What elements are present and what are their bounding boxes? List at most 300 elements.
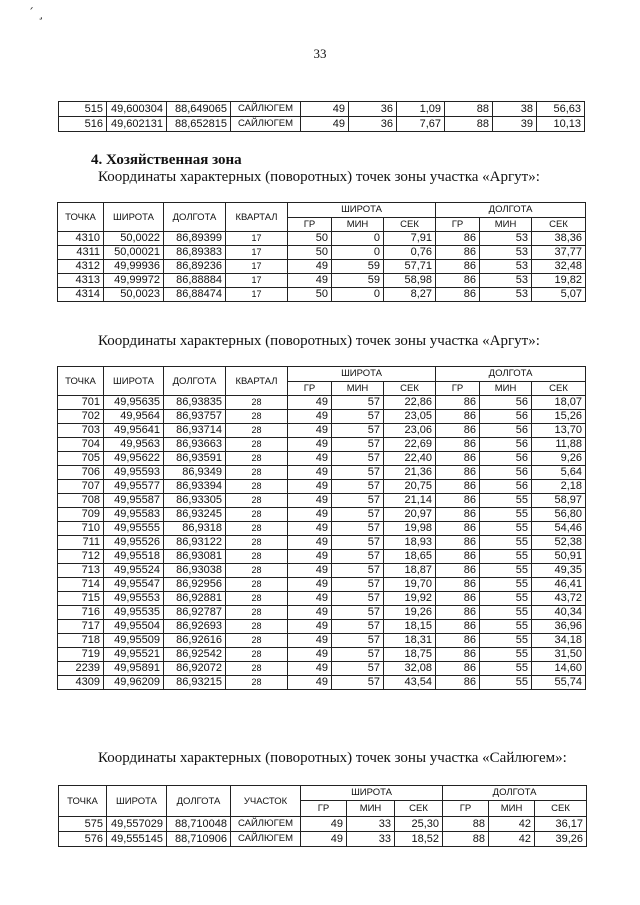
table-cell: 57 [332, 634, 384, 648]
table-cell: 28 [226, 648, 288, 662]
col-lon-min: МИН [480, 382, 532, 396]
table-cell: 56 [480, 410, 532, 424]
table-cell: 0 [332, 232, 384, 246]
table-row [58, 438, 586, 452]
table-cell: 86 [436, 648, 480, 662]
argut-table-2-body [58, 396, 586, 690]
table-cell: 49,95526 [104, 536, 164, 550]
table-cell: 23,05 [384, 410, 436, 424]
table-cell: 57 [332, 438, 384, 452]
table-cell: 86,92956 [164, 578, 226, 592]
table-cell: 28 [226, 578, 288, 592]
table-cell: 49 [288, 508, 332, 522]
table-cell: 43,72 [532, 592, 586, 606]
table-cell: 50,0022 [104, 232, 164, 246]
table-cell: 86,9318 [164, 522, 226, 536]
table-cell: 86 [436, 508, 480, 522]
table-cell: 49,95641 [104, 424, 164, 438]
table-cell: 18,07 [532, 396, 586, 410]
table-row [58, 592, 586, 606]
table-cell: 50,0023 [104, 288, 164, 302]
table-cell: 40,34 [532, 606, 586, 620]
caption-argut-2: Координаты характерных (поворотных) точек зоны участка «Аргут»: [98, 333, 540, 349]
col-quarter: КВАРТАЛ [226, 203, 288, 232]
table-cell: 13,70 [532, 424, 586, 438]
table-cell: 57 [332, 578, 384, 592]
col-lon-sec: СЕК [532, 218, 586, 232]
table-cell: 49,95535 [104, 606, 164, 620]
table-cell: 17 [226, 246, 288, 260]
table-cell: 57 [332, 508, 384, 522]
table-cell: 57 [332, 536, 384, 550]
table-cell: 88 [443, 832, 489, 847]
table-cell: 28 [226, 466, 288, 480]
table-cell: 86,9349 [164, 466, 226, 480]
col-lat: ШИРОТА [107, 786, 167, 817]
table-cell: 49 [288, 410, 332, 424]
table-cell: 57 [332, 564, 384, 578]
table-cell: 43,54 [384, 676, 436, 690]
table-cell: 86 [436, 564, 480, 578]
section-title: 4. Хозяйственная зона [91, 152, 242, 168]
table-cell: 57 [332, 424, 384, 438]
table-cell: 49 [288, 620, 332, 634]
table-cell: 57 [332, 592, 384, 606]
table-cell: 57 [332, 662, 384, 676]
col-lon-deg: ГР [436, 218, 480, 232]
table-cell: 86,93663 [164, 438, 226, 452]
table-cell: 57,71 [384, 260, 436, 274]
table-cell: 86 [436, 620, 480, 634]
table-cell: 17 [226, 274, 288, 288]
argut-table-2 [57, 366, 586, 690]
table-cell: 86,92881 [164, 592, 226, 606]
table-cell: 49 [288, 396, 332, 410]
table-cell: 11,88 [532, 438, 586, 452]
table-row [58, 522, 586, 536]
col-lon-sec: СЕК [532, 382, 586, 396]
table-cell: 18,87 [384, 564, 436, 578]
table-cell: 4314 [58, 288, 104, 302]
table-cell: 86,89236 [164, 260, 226, 274]
table-cell: 55 [480, 522, 532, 536]
table-cell: 7,91 [384, 232, 436, 246]
sailyugem-table-body [59, 817, 587, 847]
table-cell: 55 [480, 620, 532, 634]
table-cell: 49,95524 [104, 564, 164, 578]
table-cell: 28 [226, 438, 288, 452]
table-cell: 575 [59, 817, 107, 832]
table-cell: 49,95577 [104, 480, 164, 494]
table-cell: 28 [226, 634, 288, 648]
table-cell: 49,96209 [104, 676, 164, 690]
col-lon-min: МИН [480, 218, 532, 232]
col-lon-min: МИН [489, 801, 535, 817]
table-cell: 23,06 [384, 424, 436, 438]
table-cell: 28 [226, 480, 288, 494]
table-cell: 28 [226, 536, 288, 550]
table-cell: 49 [301, 817, 347, 832]
table-cell: 49 [288, 274, 332, 288]
table-cell: 28 [226, 494, 288, 508]
table-cell: 53 [480, 274, 532, 288]
table-row [58, 606, 586, 620]
table-cell: 86 [436, 274, 480, 288]
sailyugem-table [58, 785, 587, 847]
table-cell: 37,77 [532, 246, 586, 260]
table-cell: 86,93757 [164, 410, 226, 424]
table-cell: 49 [288, 550, 332, 564]
table-cell: 49,9564 [104, 410, 164, 424]
caption-sailyugem: Координаты характерных (поворотных) точек зоны участка «Сайлюгем»: [98, 750, 567, 766]
col-point: ТОЧКА [58, 367, 104, 396]
col-lon-sec: СЕК [535, 801, 587, 817]
col-lon-deg: ГР [436, 382, 480, 396]
corner-marks: ´ ¸ [28, 6, 44, 20]
table-cell: 8,27 [384, 288, 436, 302]
argut-table-1-body [58, 232, 586, 302]
col-lon-group: ДОЛГОТА [443, 786, 587, 801]
table-row [58, 274, 586, 288]
col-point: ТОЧКА [58, 203, 104, 232]
table-cell: 4313 [58, 274, 104, 288]
table-cell: 49,35 [532, 564, 586, 578]
table-cell: 19,92 [384, 592, 436, 606]
table-cell: 713 [58, 564, 104, 578]
top-table-body [59, 102, 585, 132]
table-cell: 709 [58, 508, 104, 522]
table-cell: 4310 [58, 232, 104, 246]
table-cell: 57 [332, 410, 384, 424]
table-cell: 19,70 [384, 578, 436, 592]
table-cell: 22,86 [384, 396, 436, 410]
table-cell: 57 [332, 466, 384, 480]
col-lon-group: ДОЛГОТА [436, 203, 586, 218]
table-row [58, 508, 586, 522]
table-cell: 576 [59, 832, 107, 847]
table-cell: 50,00021 [104, 246, 164, 260]
table-cell: 86 [436, 246, 480, 260]
table-cell: 86,93215 [164, 676, 226, 690]
table-row [59, 832, 587, 847]
table-cell: 86,88884 [164, 274, 226, 288]
table-cell: 55,74 [532, 676, 586, 690]
table-row [58, 648, 586, 662]
table-cell: 57 [332, 606, 384, 620]
table-cell: 38,36 [532, 232, 586, 246]
table-cell: 49,99936 [104, 260, 164, 274]
table-cell: 22,40 [384, 452, 436, 466]
table-cell: 28 [226, 592, 288, 606]
table-cell: 49 [288, 480, 332, 494]
table-cell: 19,26 [384, 606, 436, 620]
table-cell: 49 [288, 438, 332, 452]
table-cell: 52,38 [532, 536, 586, 550]
table-cell: 32,48 [532, 260, 586, 274]
col-lat-sec: СЕК [395, 801, 443, 817]
table-cell: 57 [332, 452, 384, 466]
table-cell: 55 [480, 508, 532, 522]
table-cell: 59 [332, 274, 384, 288]
table-cell: 716 [58, 606, 104, 620]
col-lat: ШИРОТА [104, 367, 164, 396]
table-row: 515 49,600304 88,649065 САЙЛЮГЕМ 49 36 1,09 88 38 56,63 [59, 102, 585, 117]
table-cell: 86 [436, 592, 480, 606]
table-cell: 31,50 [532, 648, 586, 662]
col-lat-deg: ГР [288, 382, 332, 396]
table-cell: 86,93591 [164, 452, 226, 466]
table-cell: 55 [480, 648, 532, 662]
table-cell: 86 [436, 466, 480, 480]
table-cell: 86 [436, 424, 480, 438]
table-row [58, 494, 586, 508]
table-cell: 49,95891 [104, 662, 164, 676]
table-cell: 86,92542 [164, 648, 226, 662]
table-cell: 19,98 [384, 522, 436, 536]
table-cell: 49,95555 [104, 522, 164, 536]
table-cell: 49,95622 [104, 452, 164, 466]
table-cell: 56,80 [532, 508, 586, 522]
table-cell: 49,95593 [104, 466, 164, 480]
table-cell: 88,710048 [167, 817, 231, 832]
table-cell: 86 [436, 578, 480, 592]
table-cell: 49,95509 [104, 634, 164, 648]
table-cell: 86,93038 [164, 564, 226, 578]
table-cell: 33 [347, 832, 395, 847]
table-cell: 55 [480, 536, 532, 550]
table-cell: 49,95635 [104, 396, 164, 410]
table-cell: 14,60 [532, 662, 586, 676]
table-cell: 49 [288, 648, 332, 662]
table-cell: 57 [332, 494, 384, 508]
table-cell: 53 [480, 246, 532, 260]
table-cell: 18,52 [395, 832, 443, 847]
col-point: ТОЧКА [59, 786, 107, 817]
table-cell: 86 [436, 260, 480, 274]
table-cell: 49,555145 [107, 832, 167, 847]
table-cell: 49 [301, 832, 347, 847]
col-site: УЧАСТОК [231, 786, 301, 817]
table-cell: 49 [288, 662, 332, 676]
table-cell: 57 [332, 648, 384, 662]
table-cell: 704 [58, 438, 104, 452]
table-cell: 5,07 [532, 288, 586, 302]
table-cell: 55 [480, 676, 532, 690]
table-cell: 57 [332, 550, 384, 564]
table-cell: 706 [58, 466, 104, 480]
table-row [58, 288, 586, 302]
table-cell: 49,557029 [107, 817, 167, 832]
table-cell: 86,93394 [164, 480, 226, 494]
table-cell: САЙЛЮГЕМ [231, 817, 301, 832]
table-cell: 50 [288, 232, 332, 246]
table-row [58, 396, 586, 410]
table-cell: 18,93 [384, 536, 436, 550]
col-lon: ДОЛГОТА [164, 203, 226, 232]
top-table [58, 101, 585, 132]
table-row [58, 410, 586, 424]
table-cell: 86,92693 [164, 620, 226, 634]
table-row [58, 424, 586, 438]
table-cell: 49,95504 [104, 620, 164, 634]
table-cell: 711 [58, 536, 104, 550]
table-cell: 714 [58, 578, 104, 592]
table-cell: 57 [332, 480, 384, 494]
table-cell: 2239 [58, 662, 104, 676]
table-cell: 56 [480, 466, 532, 480]
table-cell: 56 [480, 424, 532, 438]
table-cell: 55 [480, 592, 532, 606]
table-cell: 2,18 [532, 480, 586, 494]
table-cell: 18,65 [384, 550, 436, 564]
table-cell: 0 [332, 246, 384, 260]
col-lat-sec: СЕК [384, 382, 436, 396]
table-cell: 712 [58, 550, 104, 564]
table-cell: 49,95587 [104, 494, 164, 508]
table-row [58, 466, 586, 480]
table-row [58, 550, 586, 564]
table-cell: 18,75 [384, 648, 436, 662]
col-lon: ДОЛГОТА [167, 786, 231, 817]
table-cell: 717 [58, 620, 104, 634]
table-cell: 86,93122 [164, 536, 226, 550]
table-cell: 57 [332, 522, 384, 536]
table-row [58, 480, 586, 494]
table-cell: 49 [288, 676, 332, 690]
table-row [58, 536, 586, 550]
table-cell: 28 [226, 424, 288, 438]
table-cell: 86 [436, 396, 480, 410]
table-cell: 49 [288, 634, 332, 648]
table-cell: 703 [58, 424, 104, 438]
table-cell: 59 [332, 260, 384, 274]
table-cell: 4311 [58, 246, 104, 260]
table-cell: 86 [436, 550, 480, 564]
table-cell: 49,95583 [104, 508, 164, 522]
table-cell: 17 [226, 232, 288, 246]
table-cell: 86,92616 [164, 634, 226, 648]
table-row [59, 817, 587, 832]
table-row: 516 49,602131 88,652815 САЙЛЮГЕМ 49 36 7,67 88 39 10,13 [59, 117, 585, 132]
table-cell: 0,76 [384, 246, 436, 260]
table-cell: 86 [436, 536, 480, 550]
table-cell: 55 [480, 606, 532, 620]
table-cell: 705 [58, 452, 104, 466]
table-cell: 49 [288, 564, 332, 578]
table-cell: 719 [58, 648, 104, 662]
table-cell: 86,93305 [164, 494, 226, 508]
table-cell: 49 [288, 452, 332, 466]
table-cell: 56 [480, 396, 532, 410]
argut-table-1-header [58, 203, 586, 232]
table-cell: 55 [480, 634, 532, 648]
table-cell: 86 [436, 606, 480, 620]
caption-argut-1: Координаты характерных (поворотных) точек зоны участка «Аргут»: [98, 169, 540, 185]
argut-table-1 [57, 202, 586, 302]
table-cell: 86 [436, 410, 480, 424]
table-cell: 28 [226, 676, 288, 690]
page-number: 33 [313, 46, 327, 61]
table-cell: 28 [226, 452, 288, 466]
table-cell: 49 [288, 260, 332, 274]
table-cell: 39,26 [535, 832, 587, 847]
col-lat-min: МИН [347, 801, 395, 817]
table-cell: 55 [480, 578, 532, 592]
table-cell: 49 [288, 578, 332, 592]
table-cell: 49 [288, 606, 332, 620]
table-cell: 4312 [58, 260, 104, 274]
table-cell: САЙЛЮГЕМ [231, 832, 301, 847]
table-cell: 17 [226, 260, 288, 274]
table-cell: 86,89399 [164, 232, 226, 246]
table-row [58, 676, 586, 690]
table-cell: 42 [489, 817, 535, 832]
table-row [58, 620, 586, 634]
table-cell: 36,17 [535, 817, 587, 832]
table-cell: 707 [58, 480, 104, 494]
table-cell: 28 [226, 606, 288, 620]
table-cell: 86 [436, 662, 480, 676]
table-cell: 715 [58, 592, 104, 606]
table-cell: 57 [332, 620, 384, 634]
table-cell: 88,710906 [167, 832, 231, 847]
col-lat-min: МИН [332, 382, 384, 396]
table-cell: 49 [288, 522, 332, 536]
table-row [58, 246, 586, 260]
table-cell: 33 [347, 817, 395, 832]
col-lat-sec: СЕК [384, 218, 436, 232]
table-cell: 86 [436, 232, 480, 246]
table-cell: 49 [288, 494, 332, 508]
table-cell: 86,93714 [164, 424, 226, 438]
table-cell: 49 [288, 592, 332, 606]
table-row [58, 260, 586, 274]
table-cell: 708 [58, 494, 104, 508]
table-cell: 55 [480, 662, 532, 676]
table-cell: 56 [480, 452, 532, 466]
table-cell: 49 [288, 424, 332, 438]
table-cell: 28 [226, 550, 288, 564]
table-cell: 53 [480, 260, 532, 274]
table-cell: 32,08 [384, 662, 436, 676]
col-lat: ШИРОТА [104, 203, 164, 232]
table-cell: 17 [226, 288, 288, 302]
col-lat-deg: ГР [301, 801, 347, 817]
table-row [58, 634, 586, 648]
table-cell: 50 [288, 288, 332, 302]
table-cell: 702 [58, 410, 104, 424]
table-cell: 28 [226, 410, 288, 424]
table-cell: 58,98 [384, 274, 436, 288]
table-cell: 88 [443, 817, 489, 832]
table-row [58, 578, 586, 592]
table-cell: 55 [480, 494, 532, 508]
table-cell: 86 [436, 438, 480, 452]
table-row [58, 662, 586, 676]
col-lat-group: ШИРОТА [301, 786, 443, 801]
table-cell: 86,88474 [164, 288, 226, 302]
sailyugem-table-header [59, 786, 587, 817]
table-cell: 86,93081 [164, 550, 226, 564]
table-cell: 25,30 [395, 817, 443, 832]
table-cell: 28 [226, 396, 288, 410]
table-cell: 22,69 [384, 438, 436, 452]
col-lat-group: ШИРОТА [288, 203, 436, 218]
table-cell: 18,31 [384, 634, 436, 648]
table-cell: 86,93245 [164, 508, 226, 522]
table-cell: 21,14 [384, 494, 436, 508]
table-cell: 710 [58, 522, 104, 536]
